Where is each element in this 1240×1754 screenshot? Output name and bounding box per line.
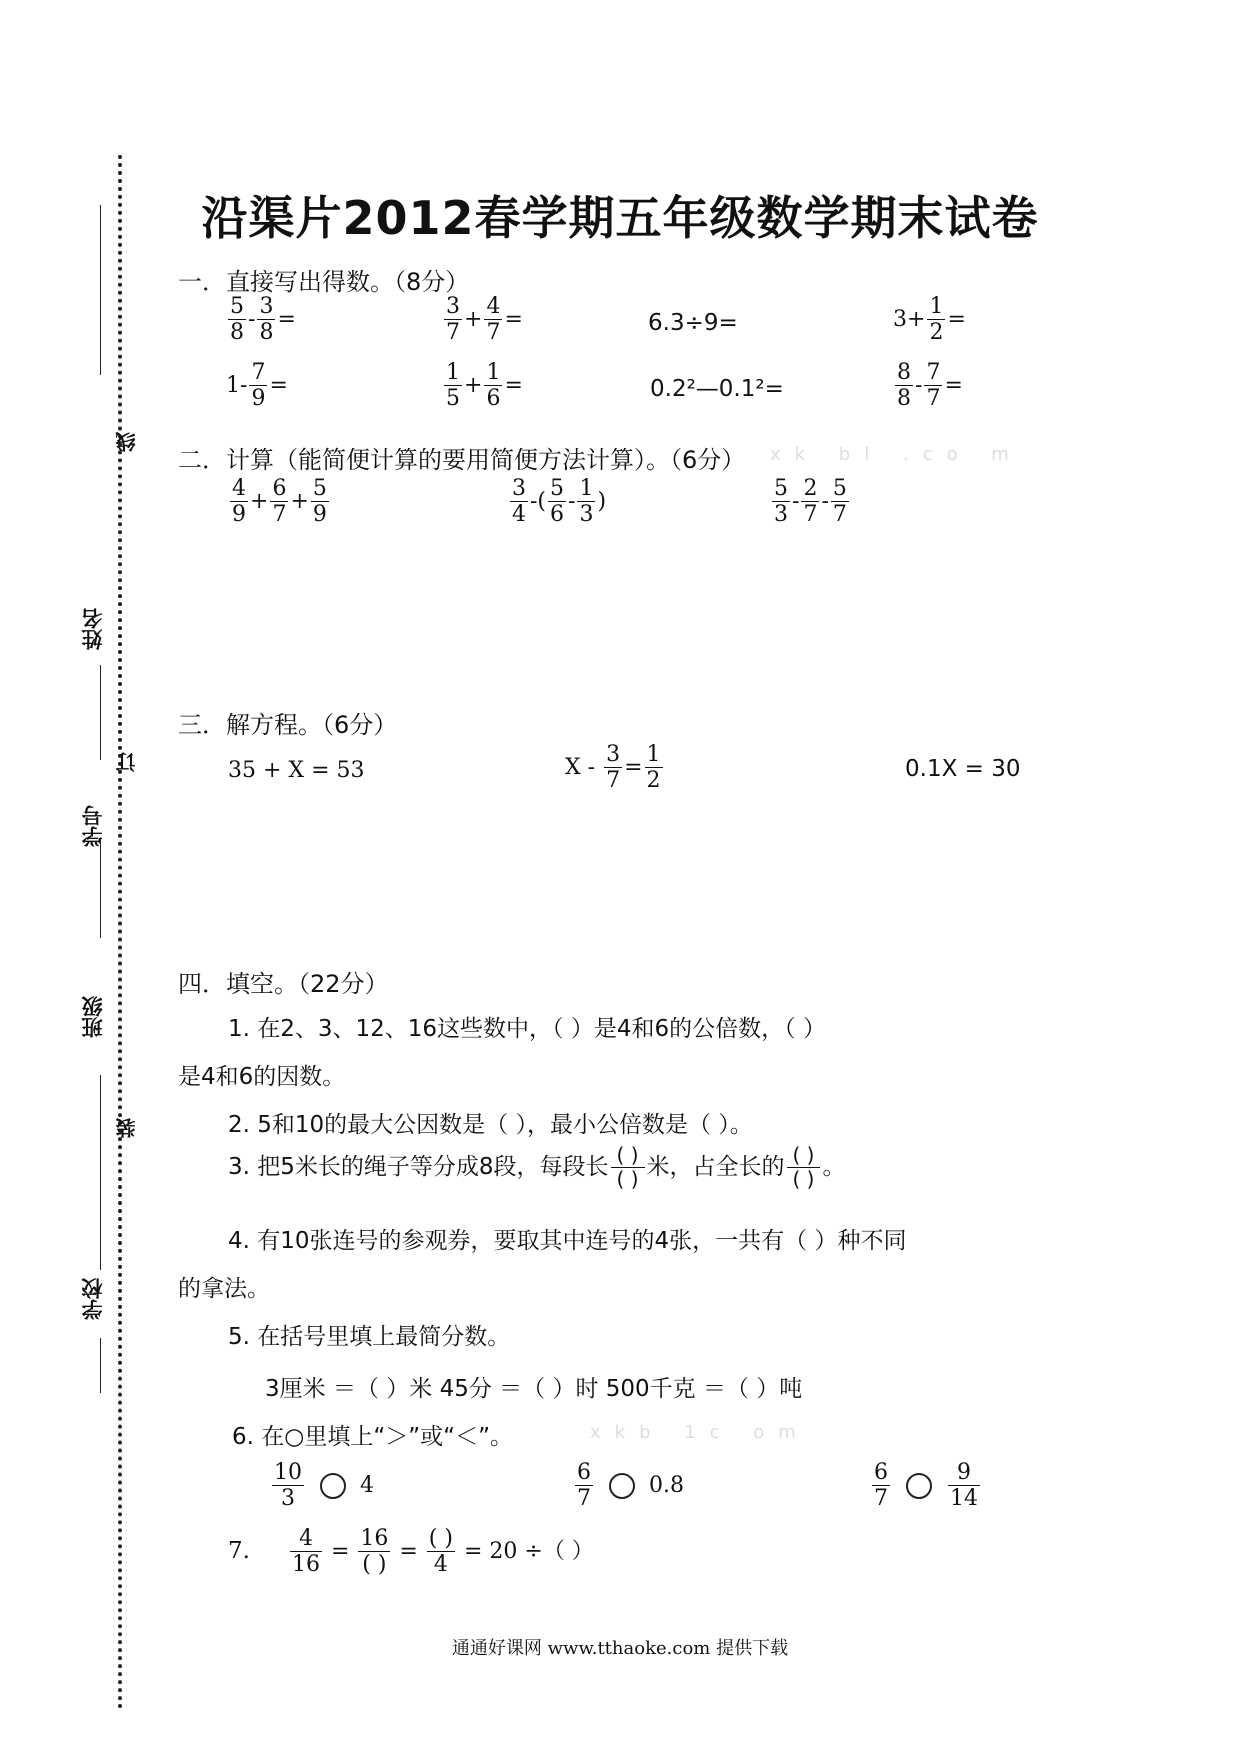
- margin-underline: [100, 665, 101, 760]
- q5: 5. 在括号里填上最简分数。: [228, 1324, 511, 1350]
- s1-item-d: 3+ $\frac{1}{2}$ =: [893, 294, 966, 346]
- s3-item-c: 0.1X = 30: [905, 756, 1021, 782]
- compare-circle[interactable]: [320, 1473, 346, 1499]
- school-label: 学校: [81, 1278, 105, 1320]
- binding-mark-bind: 装: [115, 1118, 139, 1138]
- compare-circle[interactable]: [609, 1473, 635, 1499]
- s2-item-b: $\frac{3}{4}$ -( $\frac{5}{6}$ - $\frac{1}{3}$ ): [512, 476, 607, 528]
- page-title: 沿渠片2012春学期五年级数学期末试卷: [201, 191, 1039, 245]
- margin-underline: [100, 1338, 101, 1393]
- s3-item-b: X - $\frac{3}{7}$ = $\frac{1}{2}$: [565, 742, 661, 794]
- footer-credit: 通通好课网 www.tthaoke.com 提供下载: [451, 1638, 789, 1659]
- s1-item-c: 6.3÷9=: [648, 310, 738, 336]
- s1-item-a: $\frac{5}{8}$ - $\frac{3}{8}$ =: [230, 294, 296, 346]
- s1-item-f: $\frac{1}{5}$ + $\frac{1}{6}$ =: [446, 360, 523, 412]
- name-label: 姓名: [81, 608, 105, 650]
- compare-circle[interactable]: [906, 1473, 932, 1499]
- section-4-heading: 四．填空。（22分）: [178, 970, 389, 998]
- s1-item-h: $\frac{8}{8}$ - $\frac{7}{7}$ =: [897, 360, 963, 412]
- watermark-text: xk bl .co m: [770, 444, 1023, 465]
- q6-item-a: $\frac{10}{3}$ 4: [274, 1460, 374, 1512]
- student-number-label: 学号: [81, 805, 105, 847]
- q7: 7. $\frac{4}{16}$ = $\frac{16}{( )}$ = $\frac{( )}{4}$ = 20 ÷（ ）: [228, 1526, 594, 1578]
- section-2-heading: 二．计算（能简便计算的要用简便方法计算）。（6分）: [178, 446, 746, 474]
- q1-line-2: 是4和6的因数。: [178, 1064, 346, 1090]
- watermark-text: xkb 1c om: [590, 1422, 810, 1443]
- q4-line-1: 4. 有10张连号的参观券，要取其中连号的4张，一共有（ ）种不同: [228, 1228, 907, 1254]
- q1-line-1: 1. 在2、3、12、16这些数中，（ ）是4和6的公倍数，（ ）: [228, 1016, 826, 1042]
- s2-item-a: $\frac{4}{9}$ + $\frac{6}{7}$ + $\frac{5}{9}$: [232, 476, 327, 528]
- q2: 2. 5和10的最大公因数是（ ），最小公倍数是（ ）。: [228, 1112, 753, 1138]
- section-3-heading: 三．解方程。（6分）: [178, 711, 398, 739]
- q6-item-c: $\frac{6}{7}$ $\frac{9}{14}$: [874, 1460, 978, 1512]
- margin-underline: [100, 838, 101, 938]
- q5-items: 3厘米 ＝（ ）米 45分 ＝（ ）时 500千克 ＝（ ）吨: [265, 1376, 803, 1402]
- q4-line-2: 的拿法。: [178, 1276, 270, 1302]
- q6: 6. 在○里填上“＞”或“＜”。: [232, 1424, 513, 1450]
- dotted-binding-line: [118, 155, 122, 1710]
- binding-mark-line: 线: [115, 432, 139, 452]
- margin-underline: [100, 1075, 101, 1270]
- binding-mark-staple: 订: [115, 752, 139, 772]
- q3: 3. 把5米长的绳子等分成8段，每段长 $\frac{( )}{( )}$ 米，占全长的 $\frac{( )}{( )}$ 。: [228, 1143, 846, 1191]
- q6-item-b: $\frac{6}{7}$ 0.8: [577, 1460, 684, 1512]
- s1-item-b: $\frac{3}{7}$ + $\frac{4}{7}$ =: [446, 294, 523, 346]
- s3-item-a: 35 + X = 53: [228, 758, 365, 783]
- class-label: 班级: [81, 996, 105, 1038]
- s1-item-g: 0.2²—0.1²=: [650, 376, 784, 402]
- s1-item-e: 1- $\frac{7}{9}$ =: [226, 360, 288, 412]
- section-1-heading: 一．直接写出得数。（8分）: [178, 268, 470, 296]
- s2-item-c: $\frac{5}{3}$ - $\frac{2}{7}$ - $\frac{5}{7}$: [774, 476, 847, 528]
